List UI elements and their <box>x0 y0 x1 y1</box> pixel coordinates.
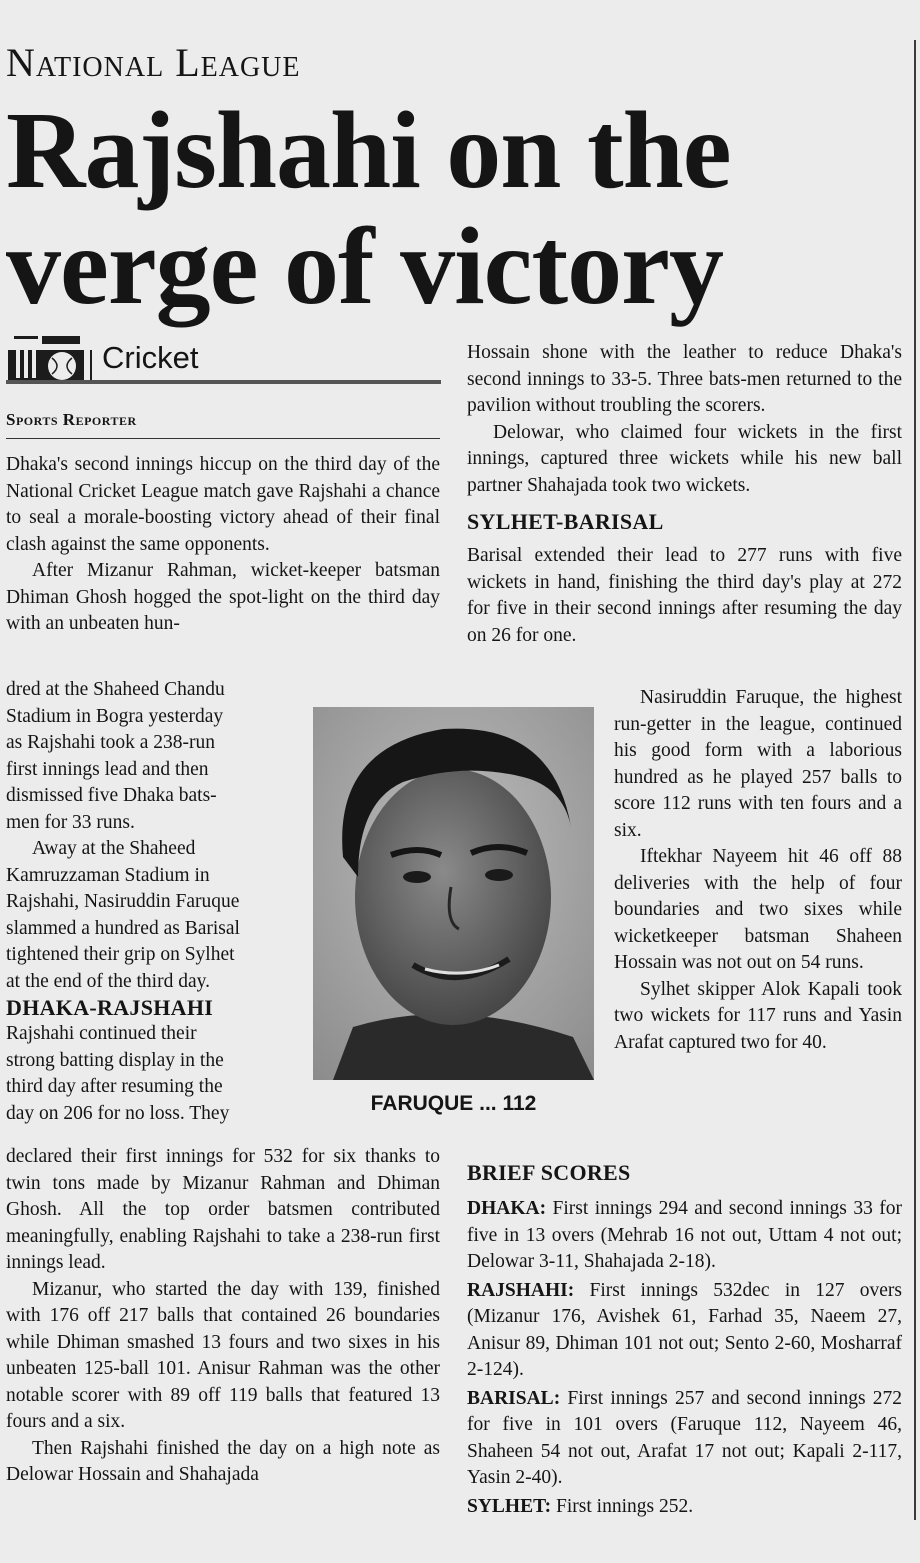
text-line: strong batting display in the <box>6 1049 224 1071</box>
score-entry <box>467 1196 902 1276</box>
paragraph: Then Rajshahi finished the day on a high note as Delowar Hossain and Shahajada <box>6 1437 440 1485</box>
text-line: third day after resuming the <box>6 1076 223 1097</box>
text-line: Stadium in Bogra yesterday <box>6 705 224 727</box>
text-line: as Rajshahi took a 238-run <box>6 732 216 753</box>
left-column-wrap <box>6 677 298 1127</box>
paragraph: Barisal extended their lead to 277 runs with five wickets in hand, finishing the third day's play at 272 for five in their second innings after resuming the day on 26 for one. <box>467 545 902 646</box>
right-column-wrap <box>614 685 902 1056</box>
section-logo <box>6 332 441 384</box>
text-line: day on 206 for no loss. They <box>6 1102 230 1124</box>
kicker: National League <box>6 40 301 85</box>
text-line: first innings lead and then <box>6 758 209 780</box>
left-column-top <box>6 452 440 638</box>
score-entry <box>467 1386 902 1492</box>
score-team: SYLHET: <box>467 1495 552 1517</box>
player-photo <box>313 707 594 1080</box>
column-rule <box>914 40 916 1520</box>
paragraph: Sylhet skipper Alok Kapali took two wickets for 117 runs and Yasin Arafat captured two for 40. <box>614 978 902 1053</box>
score-team: RAJSHAHI: <box>467 1279 575 1301</box>
section-label: Cricket <box>102 340 199 375</box>
score-team: DHAKA: <box>467 1198 547 1219</box>
subhead-brief-scores: BRIEF SCORES <box>467 1160 631 1185</box>
text-line: dred at the Shaheed Chandu <box>6 679 225 700</box>
cricket-stumps-ball-icon <box>8 336 92 382</box>
paragraph: Nasiruddin Faruque, the highest run-getter in the league, continued his good form with a laborious hundred as he played 257 balls to score 112 runs with ten fours and a six. <box>614 687 902 841</box>
subhead-sylhet-barisal: SYLHET-BARISAL <box>467 509 664 534</box>
byline: Sports Reporter <box>6 410 137 429</box>
text-line: Rajshahi continued their <box>6 1023 197 1044</box>
paragraph: Iftekhar Nayeem hit 46 off 88 deliveries with the help of four boundaries and two sixes while wicketkeeper batsman Shaheen Hossain was not out on 54 runs. <box>614 846 902 973</box>
right-column-top <box>467 340 902 649</box>
left-column-bottom <box>6 1144 440 1489</box>
score-text: First innings 532dec in 127 overs (Mizanur 176, Avishek 61, Farhad 35, Naeem 27, Anisur 89, Dhiman 101 not out; Sento 2-60, Mosharraf 2-124). <box>467 1279 902 1380</box>
text-line: dismissed five Dhaka bats- <box>6 785 217 806</box>
paragraph: Dhaka's second innings hiccup on the third day of the National Cricket League match gave Rajshahi a chance to seal a morale-boosting victory ahead of their final clash against the same opponents. <box>6 454 440 555</box>
paragraph: declared their first innings for 532 for six thanks to twin tons made by Mizanur Rahman and Dhiman Ghosh. All the top order batsmen contributed meaningfully, enabling Rajshahi to take a 238-run first innings lead. <box>6 1146 440 1273</box>
text-line: Away at the Shaheed <box>32 838 196 859</box>
paragraph: Hossain shone with the leather to reduce Dhaka's second innings to 33-5. Three bats-men returned to the pavilion without troubling the scorers. <box>467 342 902 416</box>
score-entry <box>467 1278 902 1384</box>
brief-scores <box>467 1160 902 1522</box>
score-entry <box>467 1494 902 1521</box>
score-text: First innings 252. <box>551 1495 694 1517</box>
paragraph: Mizanur, who started the day with 139, finished with 176 off 217 balls that contained 26 boundaries while Dhiman smashed 13 fours and two sixes in his unbeaten 125-ball 101. Anisur Rahman was the other notable scorer with 89 off 119 balls that featured 13 fours and a six. <box>6 1278 440 1432</box>
score-text: First innings 294 and second innings 33 for five in 13 overs (Mehrab 16 not out, Uttam 4 not out; Delowar 3-11, Shahajada 2-18). <box>467 1198 902 1272</box>
score-team: BARISAL: <box>467 1387 561 1409</box>
photo-caption: FARUQUE ... 112 <box>370 1092 537 1115</box>
paragraph: Delowar, who claimed four wickets in the first innings, captured three wickets while his new ball partner Shahajada took two wickets. <box>467 421 902 496</box>
text-line: Kamruzzaman Stadium in <box>6 864 210 886</box>
subhead-dhaka-rajshahi: DHAKA-RAJSHAHI <box>6 995 214 1020</box>
paragraph: After Mizanur Rahman, wicket-keeper batsman Dhiman Ghosh hogged the spot-light on the third day with an unbeaten hun- <box>6 560 440 634</box>
text-line: Rajshahi, Nasiruddin Faruque <box>6 891 240 912</box>
text-line: slammed a hundred as Barisal <box>6 917 240 939</box>
text-line: at the end of the third day. <box>6 970 210 992</box>
score-text: First innings 257 and second innings 272 for five in 101 overs (Faruque 112, Nayeem 46, Shaheen 54 not out, Arafat 17 not out; Kapali 2-117, Yasin 2-40). <box>467 1387 902 1488</box>
section-rule <box>6 380 441 384</box>
headline: Rajshahi on the verge of victory <box>6 89 731 327</box>
text-line: tightened their grip on Sylhet <box>6 944 235 965</box>
text-line: men for 33 runs. <box>6 811 135 833</box>
byline-rule <box>6 438 440 439</box>
